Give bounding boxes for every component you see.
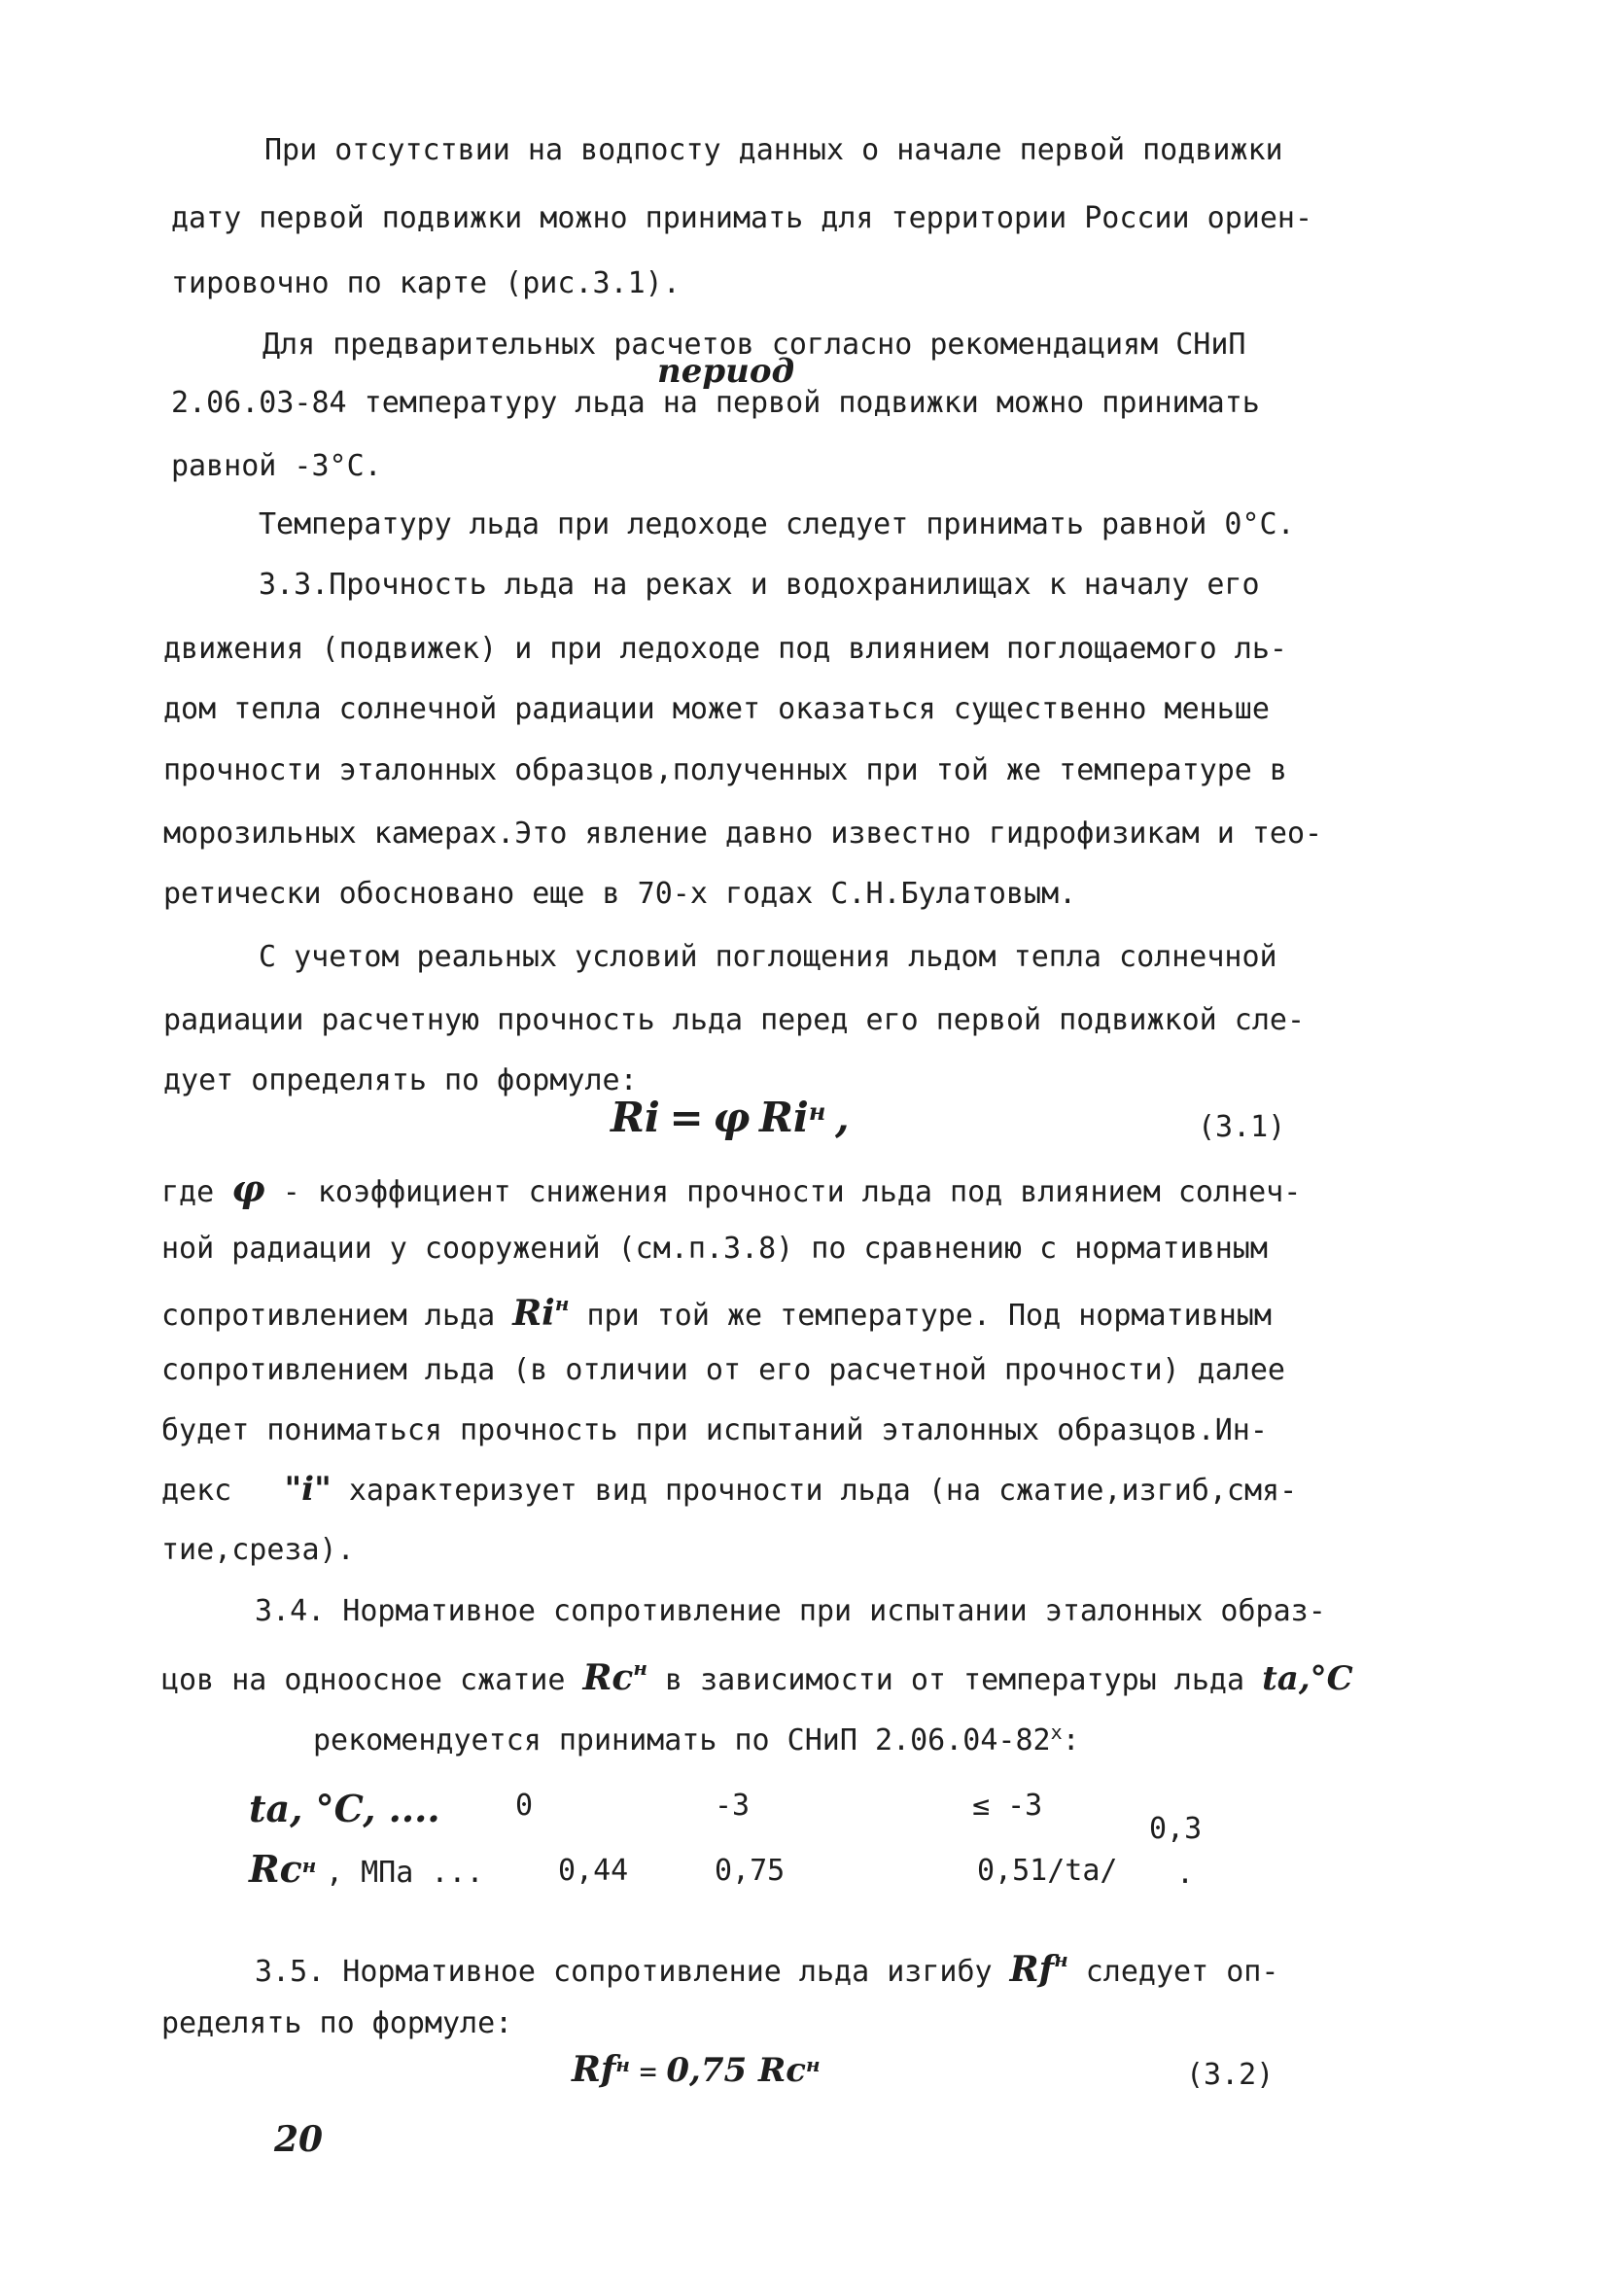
paragraph-5-line-2: радиации расчетную прочность льда перед его первой подвижкой сле- [163,1003,1305,1037]
table-row-2-value-3: 0,51/ta/ [977,1854,1118,1888]
ri-superscript: н [554,1292,570,1315]
ta-symbol: ta,°C [1262,1659,1353,1698]
paragraph-7-line-3-end: : [1062,1723,1080,1757]
paragraph-6-line-6-b: характеризует вид прочности льда (на сжатие,изгиб,смя- [348,1474,1298,1508]
table-row-1-value-3: ≤ -3 [972,1789,1043,1823]
paragraph-6-line-2: ной радиации у сооружений (см.п.3.8) по сравнению с нормативным [161,1232,1268,1266]
table-row-2-value-2: 0,75 [715,1854,786,1888]
rf-symbol: Rf [1009,1949,1055,1990]
paragraph-4-line-6: ретически обосновано еще в 70-х годах С.Н.Булатовым. [163,877,1077,911]
paragraph-2-line-1: Для предварительных расчетов согласно рекомендациям СНиП [262,328,1246,362]
paragraph-5-line-3: дует определять по формуле: [163,1063,638,1097]
handwritten-insert: период [657,352,795,391]
paragraph-7-line-2-a: цов на одноосное сжатие [161,1663,566,1697]
paragraph-6-line-6-a: декс [161,1474,232,1508]
paragraph-7-line-3 [313,1713,1080,1760]
table-row-2-label [249,1847,484,1891]
page-number: 20 [274,2119,324,2160]
table-end: . [1176,1857,1195,1891]
formula-rhs: Ri [759,1094,809,1141]
paragraph-3: Температуру льда при ледоходе следует принимать равной 0°С. [259,507,1295,541]
formula-2-rhs: 0,75 Rc [666,2051,806,2090]
table-row-1-value-2: -3 [715,1789,751,1823]
rc-superscript: н [633,1656,647,1680]
paragraph-7-line-3-sup: x [1050,1721,1063,1744]
table-row-2-symbol: Rc [249,1847,302,1891]
table-row-1-label: ta, °C, .... [249,1787,440,1830]
formula-rhs-superscript: н [808,1096,826,1126]
table-exponent: 0,3 [1149,1812,1203,1846]
paragraph-4-line-1: 3.3.Прочность льда на реках и водохранилищах к началу его [259,568,1260,602]
formula-3-2 [572,2049,821,2090]
paragraph-6-line-4: сопротивлением льда (в отличии от его расчетной прочности) далее [161,1353,1285,1387]
paragraph-1-line-3: тировочно по карте (рис.3.1). [171,266,681,300]
rc-symbol: Rc [582,1657,634,1698]
paragraph-1-line-1: При отсутствии на водпосту данных о начале первой подвижки [264,133,1283,167]
paragraph-8-line-2: ределять по формуле: [161,2006,513,2040]
paragraph-7-line-2-b: в зависимости от температуры льда [664,1663,1245,1697]
rf-superscript: н [1054,1948,1068,1971]
formula-eq: = [669,1094,704,1141]
paragraph-2-line-3: равной -3°С. [171,449,382,483]
formula-phi: φ [713,1094,751,1141]
table-row-2-unit: , МПа ... [325,1856,484,1890]
paragraph-8-line-1-b: следует оп- [1085,1955,1279,1989]
formula-2-lhs-sup: н [615,2052,630,2076]
paragraph-6-line-3 [161,1288,1272,1336]
paragraph-5-line-1: С учетом реальных условий поглощения льдом тепла солнечной [259,940,1277,974]
formula-2-eq: = [639,2055,657,2089]
paragraph-1-line-2: дату первой подвижки можно принимать для территории России ориен- [171,201,1312,235]
paragraph-4-line-2: движения (подвижек) и при ледоходе под влиянием поглощаемого ль- [163,632,1287,666]
paragraph-6-line-7: тие,среза). [161,1533,355,1567]
paragraph-4-line-3: дом тепла солнечной радиации может оказаться существенно меньше [163,692,1270,726]
paragraph-8-line-1 [255,1944,1278,1992]
paragraph-6-line-3-a: сопротивлением льда [161,1299,496,1333]
paragraph-6-where: где [161,1175,215,1209]
formula-2-lhs: Rf [572,2049,616,2090]
paragraph-4-line-5: морозильных камерах.Это явление давно известно гидрофизикам и тео- [163,817,1323,851]
paragraph-8-line-1-a: 3.5. Нормативное сопротивление льда изгибу [255,1955,993,1989]
paragraph-7-line-3-text: рекомендуется принимать по СНиП 2.06.04-82 [313,1723,1051,1757]
table-row-2-superscript: н [301,1853,317,1877]
paragraph-7-line-1: 3.4. Нормативное сопротивление при испытании эталонных образ- [255,1594,1326,1628]
paragraph-6-line-3-b: при той же температуре. Под нормативным [586,1299,1272,1333]
paragraph-6-line-1 [161,1166,1302,1212]
formula-comma: , [835,1094,850,1141]
ri-symbol: Ri [512,1293,555,1334]
formula-2-rhs-sup: н [805,2052,821,2076]
paragraph-4-line-4: прочности эталонных образцов,полученных при той же температуре в [163,753,1287,787]
paragraph-7-line-2 [161,1652,1353,1700]
formula-lhs: Ri [611,1094,660,1141]
table-row-2-value-1: 0,44 [558,1854,629,1888]
formula-3-2-number: (3.2) [1186,2058,1275,2092]
paragraph-2-line-2: 2.06.03-84 температуру льда на первой подвижки можно принимать [171,386,1260,420]
paragraph-6-line-6 [161,1470,1297,1511]
index-i-symbol: "i" [284,1470,332,1509]
phi-symbol: φ [231,1166,265,1210]
paragraph-6-line-1-text: - коэффициент снижения прочности льда под влиянием солнеч- [282,1175,1302,1209]
table-row-1-value-1: 0 [515,1789,534,1823]
paragraph-6-line-5: будет пониматься прочность при испытаний эталонных образцов.Ин- [161,1413,1268,1447]
formula-3-1 [611,1094,850,1141]
formula-3-1-number: (3.1) [1198,1110,1286,1144]
